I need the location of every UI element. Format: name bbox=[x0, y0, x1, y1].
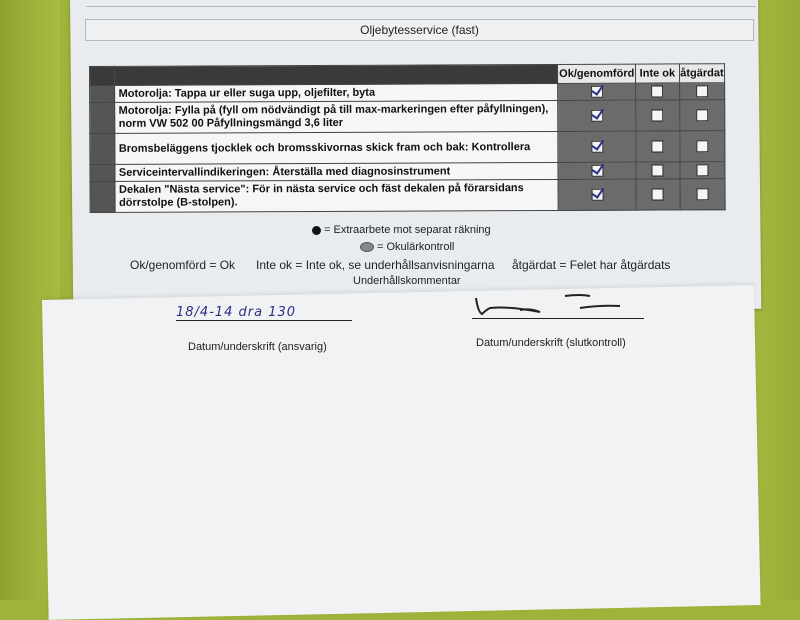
section-title: Oljebytesservice (fast) bbox=[85, 19, 754, 41]
ok-cell bbox=[558, 179, 636, 210]
not-ok-cell bbox=[636, 131, 680, 162]
signature-label-responsible: Datum/underskrift (ansvarig) bbox=[188, 341, 327, 353]
definition-ok: Ok/genomförd = Ok bbox=[130, 258, 236, 272]
checkbox-fixed[interactable] bbox=[696, 109, 708, 121]
legend-visual-check bbox=[0, 241, 800, 253]
checkbox-not-ok[interactable] bbox=[651, 86, 663, 98]
row-marker bbox=[90, 133, 116, 164]
header-marker-cell bbox=[90, 66, 116, 85]
checkbox-ok[interactable] bbox=[591, 110, 603, 122]
checkbox-ok[interactable] bbox=[591, 86, 603, 98]
signature-line-final bbox=[472, 318, 644, 319]
handwritten-date-signature: 18/4-14 dra 130 bbox=[176, 305, 297, 320]
table-row bbox=[90, 131, 725, 165]
not-ok-cell bbox=[636, 83, 680, 100]
row-description: Dekalen "Nästa service": För in nästa service och fäst dekalen på förarsidans dörrstolpe (B-stolpen). bbox=[115, 179, 558, 212]
checkbox-not-ok[interactable] bbox=[652, 110, 664, 122]
checkbox-fixed[interactable] bbox=[696, 85, 708, 97]
definition-not-ok: Inte ok = Inte ok, se underhållsanvisningarna bbox=[256, 258, 495, 272]
checkbox-fixed[interactable] bbox=[696, 164, 708, 176]
row-marker bbox=[90, 102, 116, 133]
top-form-border bbox=[86, 0, 756, 7]
row-description: Motorolja: Fylla på (fyll om nödvändigt på till max-markeringen efter påfyllningen), norm VW 502 00 Påfyllningsmängd 3,6 liter bbox=[115, 100, 558, 133]
legend-extra-work bbox=[0, 224, 800, 236]
checkbox-fixed[interactable] bbox=[696, 188, 708, 200]
paper-lower-sheet bbox=[42, 285, 761, 620]
checkbox-not-ok[interactable] bbox=[652, 165, 664, 177]
fixed-cell bbox=[679, 83, 724, 100]
table-row bbox=[90, 179, 725, 213]
row-marker bbox=[90, 85, 116, 102]
not-ok-cell bbox=[636, 100, 680, 131]
header-not-ok: Inte ok bbox=[635, 64, 679, 83]
row-marker bbox=[90, 164, 116, 181]
signature-line-responsible bbox=[176, 320, 352, 321]
checkbox-ok[interactable] bbox=[591, 165, 603, 177]
row-description: Bromsbeläggens tjocklek och bromsskivornas skick fram och bak: Kontrollera bbox=[115, 131, 558, 164]
signature-label-final: Datum/underskrift (slutkontroll) bbox=[476, 337, 626, 349]
fixed-cell bbox=[680, 179, 725, 210]
service-checklist-table bbox=[89, 63, 726, 213]
not-ok-cell bbox=[636, 162, 680, 179]
header-ok: Ok/genomförd bbox=[558, 64, 636, 83]
row-description: Serviceintervallindikeringen: Återställa med diagnosinstrument bbox=[115, 162, 558, 181]
definition-fixed: åtgärdat = Felet har åtgärdats bbox=[512, 258, 671, 272]
legend-extra-work-text: = Extraarbete mot separat räkning bbox=[324, 224, 491, 236]
ok-cell bbox=[558, 83, 636, 100]
eye-icon bbox=[360, 242, 374, 252]
header-fixed: åtgärdat bbox=[679, 64, 724, 83]
black-dot-icon bbox=[312, 226, 321, 235]
checkbox-ok[interactable] bbox=[591, 189, 603, 201]
header-description-cell bbox=[115, 64, 558, 85]
checkbox-fixed[interactable] bbox=[696, 140, 708, 152]
checkbox-not-ok[interactable] bbox=[652, 189, 664, 201]
checkbox-ok[interactable] bbox=[591, 141, 603, 153]
checkbox-not-ok[interactable] bbox=[652, 141, 664, 153]
ok-cell bbox=[558, 131, 636, 162]
legend-visual-check-text: = Okulärkontroll bbox=[377, 241, 455, 253]
row-description: Motorolja: Tappa ur eller suga upp, oljefilter, byta bbox=[115, 83, 558, 102]
ok-cell bbox=[558, 100, 636, 131]
ok-cell bbox=[558, 162, 636, 179]
fixed-cell bbox=[679, 100, 724, 131]
fixed-cell bbox=[680, 131, 725, 162]
table-row bbox=[90, 100, 725, 134]
fixed-cell bbox=[680, 162, 725, 179]
row-marker bbox=[90, 181, 116, 212]
comment-label: Underhållskommentar bbox=[353, 275, 461, 287]
not-ok-cell bbox=[636, 179, 680, 210]
